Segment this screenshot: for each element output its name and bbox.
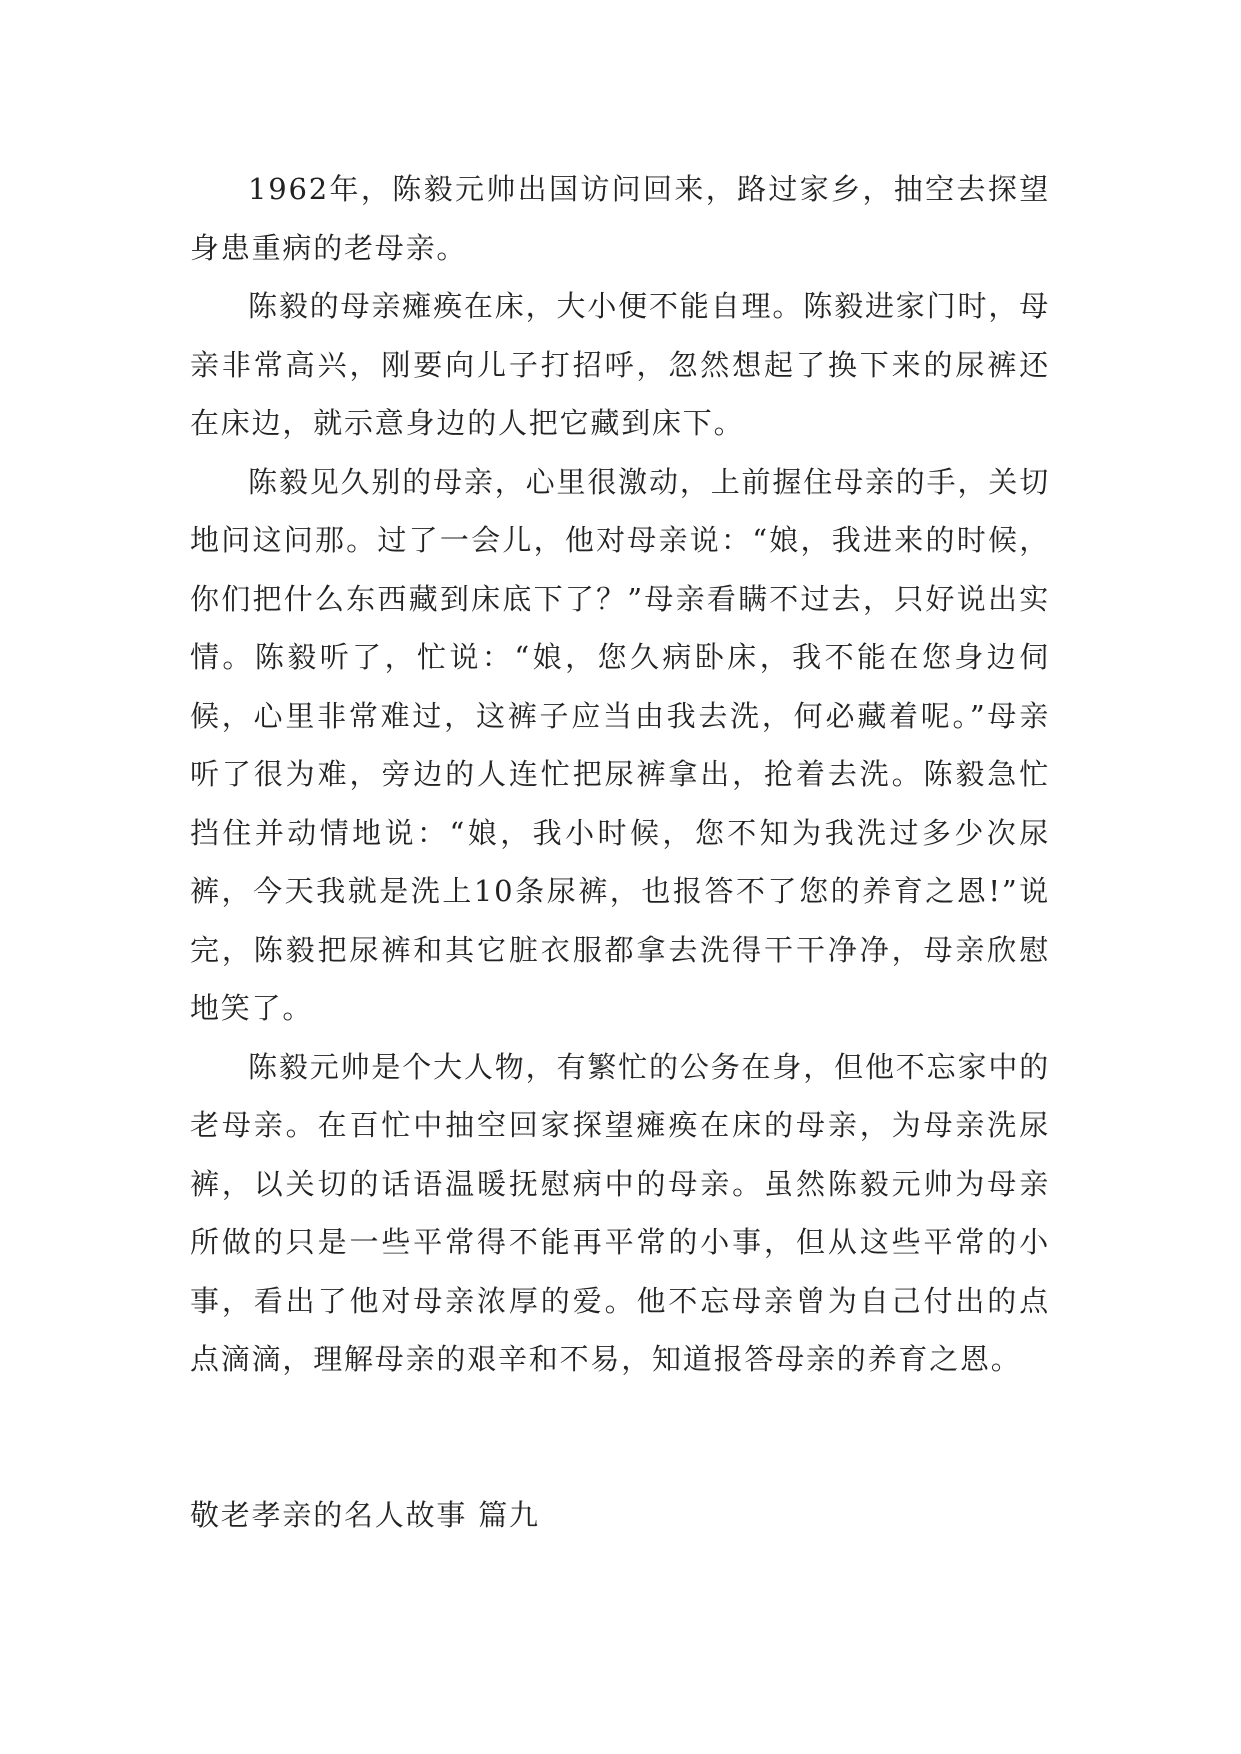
paragraph-3: 陈毅见久别的母亲，心里很激动，上前握住母亲的手，关切地问这问那。过了一会儿，他对母亲说：“娘，我进来的时候，你们把什么东西藏到床底下了？”母亲看瞒不过去，只好说出实情。陈毅听了，忙说：“娘，您久病卧床，我不能在您身边伺候，心里非常难过，这裤子应当由我去洗，何必藏着呢。”母亲听了很为难，旁边的人连忙把尿裤拿出，抢着去洗。陈毅急忙挡住并动情地说：“娘，我小时候，您不知为我洗过多少次尿裤，今天我就是洗上10条尿裤，也报答不了您的养育之恩!”说完，陈毅把尿裤和其它脏衣服都拿去洗得干干净净，母亲欣慰地笑了。 <box>190 464 1050 1025</box>
paragraph-2: 陈毅的母亲瘫痪在床，大小便不能自理。陈毅进家门时，母亲非常高兴，刚要向儿子打招呼，忽然想起了换下来的尿裤还在床边，就示意身边的人把它藏到床下。 <box>190 289 1050 440</box>
section-heading: 敬老孝亲的名人故事 篇九 <box>190 1498 540 1532</box>
paragraph-1: 1962年，陈毅元帅出国访问回来，路过家乡，抽空去探望身患重病的老母亲。 <box>190 172 1050 265</box>
story-body <box>190 160 1050 1389</box>
paragraph-4: 陈毅元帅是个大人物，有繁忙的公务在身，但他不忘家中的老母亲。在百忙中抽空回家探望瘫痪在床的母亲，为母亲洗尿裤，以关切的话语温暖抚慰病中的母亲。虽然陈毅元帅为母亲所做的只是一些平常得不能再平常的小事，但从这些平常的小事，看出了他对母亲浓厚的爱。他不忘母亲曾为自己付出的点点滴滴，理解母亲的艰辛和不易，知道报答母亲的养育之恩。 <box>190 1049 1050 1376</box>
